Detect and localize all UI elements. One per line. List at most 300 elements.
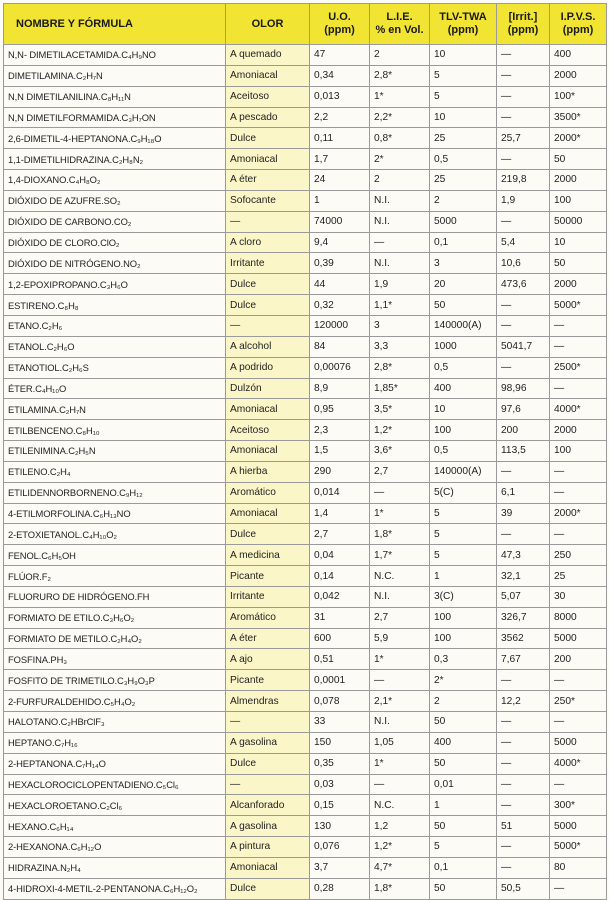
cell-olor: — (226, 774, 310, 795)
cell-olor: A hierba (226, 461, 310, 482)
cell-nombre-formula: DIÓXIDO DE NITRÓGENO.NO₂ (4, 253, 226, 274)
cell-irrit: 473,6 (497, 274, 550, 295)
cell-tlv-twa: 20 (430, 274, 497, 295)
cell-tlv-twa: 5(C) (430, 482, 497, 503)
cell-olor: Amoniacal (226, 149, 310, 170)
cell-tlv-twa: 10 (430, 399, 497, 420)
cell-uo: 0,00076 (310, 357, 370, 378)
cell-nombre-formula: ESTIRENO.C₈H₈ (4, 295, 226, 316)
cell-nombre-formula: ETILENO.C₂H₄ (4, 461, 226, 482)
document-page (3, 3, 607, 900)
cell-lie: 4,7* (370, 857, 430, 878)
cell-nombre-formula: 1,2-EPOXIPROPANO.C₃H₆O (4, 274, 226, 295)
cell-tlv-twa: 0,01 (430, 774, 497, 795)
cell-nombre-formula: DIÓXIDO DE AZUFRE.SO₂ (4, 190, 226, 211)
cell-ipvs: 4000* (550, 399, 607, 420)
cell-olor: A cloro (226, 232, 310, 253)
table-row (4, 503, 607, 524)
cell-lie: 2,8* (370, 65, 430, 86)
cell-irrit: 5,4 (497, 232, 550, 253)
cell-irrit: — (497, 524, 550, 545)
cell-uo: 120000 (310, 315, 370, 336)
table-row (4, 253, 607, 274)
cell-uo: 1,7 (310, 149, 370, 170)
table-row (4, 586, 607, 607)
cell-uo: 0,042 (310, 586, 370, 607)
cell-irrit: 10,6 (497, 253, 550, 274)
cell-olor: A alcohol (226, 336, 310, 357)
cell-olor: Dulce (226, 524, 310, 545)
cell-olor: A quemado (226, 45, 310, 66)
cell-olor: — (226, 712, 310, 733)
cell-olor: Picante (226, 566, 310, 587)
table-row (4, 461, 607, 482)
table-row (4, 607, 607, 628)
table-row (4, 399, 607, 420)
cell-tlv-twa: 0,5 (430, 149, 497, 170)
cell-irrit: 6,1 (497, 482, 550, 503)
table-row (4, 712, 607, 733)
cell-irrit: 200 (497, 420, 550, 441)
cell-olor: A pescado (226, 107, 310, 128)
cell-uo: 0,39 (310, 253, 370, 274)
header-lie: L.I.E. % en Vol. (370, 4, 430, 45)
cell-ipvs: 100 (550, 190, 607, 211)
cell-tlv-twa: 140000(A) (430, 461, 497, 482)
cell-irrit: 39 (497, 503, 550, 524)
cell-tlv-twa: 10 (430, 107, 497, 128)
table-row (4, 566, 607, 587)
cell-uo: 0,013 (310, 86, 370, 107)
cell-lie: — (370, 670, 430, 691)
table-row (4, 837, 607, 858)
table-row (4, 774, 607, 795)
cell-ipvs: 50000 (550, 211, 607, 232)
table-row (4, 816, 607, 837)
cell-ipvs: 80 (550, 857, 607, 878)
cell-irrit: — (497, 837, 550, 858)
cell-olor: Amoniacal (226, 857, 310, 878)
cell-lie: N.I. (370, 712, 430, 733)
cell-tlv-twa: 5 (430, 86, 497, 107)
cell-nombre-formula: FOSFINA.PH₃ (4, 649, 226, 670)
cell-uo: 0,11 (310, 128, 370, 149)
table-row (4, 295, 607, 316)
table-row (4, 190, 607, 211)
cell-uo: 0,014 (310, 482, 370, 503)
table-row (4, 357, 607, 378)
cell-nombre-formula: ETILIDENNORBORNENO.C₉H₁₂ (4, 482, 226, 503)
cell-lie: 1,2* (370, 420, 430, 441)
cell-uo: 290 (310, 461, 370, 482)
cell-irrit: 5041,7 (497, 336, 550, 357)
cell-nombre-formula: ÉTER.C₄H₁₀O (4, 378, 226, 399)
cell-tlv-twa: 3(C) (430, 586, 497, 607)
cell-tlv-twa: 0,3 (430, 649, 497, 670)
cell-lie: N.I. (370, 586, 430, 607)
cell-tlv-twa: 2 (430, 691, 497, 712)
cell-ipvs: — (550, 524, 607, 545)
cell-lie: 5,9 (370, 628, 430, 649)
cell-uo: 130 (310, 816, 370, 837)
cell-irrit: 326,7 (497, 607, 550, 628)
cell-uo: 1 (310, 190, 370, 211)
cell-olor: Dulce (226, 753, 310, 774)
table-row (4, 795, 607, 816)
cell-ipvs: 5000 (550, 816, 607, 837)
cell-tlv-twa: 100 (430, 628, 497, 649)
cell-tlv-twa: 0,1 (430, 232, 497, 253)
cell-tlv-twa: 1000 (430, 336, 497, 357)
header-uo: U.O. (ppm) (310, 4, 370, 45)
cell-ipvs: 5000* (550, 295, 607, 316)
cell-irrit: 113,5 (497, 441, 550, 462)
cell-olor: Amoniacal (226, 399, 310, 420)
cell-tlv-twa: 5 (430, 837, 497, 858)
cell-lie: 1,7* (370, 545, 430, 566)
cell-olor: Aromático (226, 607, 310, 628)
cell-lie: 1,05 (370, 732, 430, 753)
cell-lie: 1* (370, 753, 430, 774)
table-row (4, 232, 607, 253)
cell-ipvs: 250* (550, 691, 607, 712)
header-olor: OLOR (226, 4, 310, 45)
cell-ipvs: 100 (550, 441, 607, 462)
cell-nombre-formula: FLÚOR.F₂ (4, 566, 226, 587)
table-row (4, 482, 607, 503)
cell-ipvs: 8000 (550, 607, 607, 628)
table-body (4, 45, 607, 900)
cell-irrit: — (497, 732, 550, 753)
cell-nombre-formula: HEPTANO.C₇H₁₆ (4, 732, 226, 753)
cell-ipvs: 10 (550, 232, 607, 253)
cell-uo: 1,5 (310, 441, 370, 462)
cell-nombre-formula: 4-ETILMORFOLINA.C₆H₁₃NO (4, 503, 226, 524)
cell-nombre-formula: FORMIATO DE ETILO.C₃H₆O₂ (4, 607, 226, 628)
cell-tlv-twa: 50 (430, 878, 497, 899)
cell-tlv-twa: 50 (430, 753, 497, 774)
table-row (4, 86, 607, 107)
table-row (4, 649, 607, 670)
cell-irrit: 12,2 (497, 691, 550, 712)
cell-olor: Amoniacal (226, 503, 310, 524)
cell-ipvs: — (550, 712, 607, 733)
cell-ipvs: 2000* (550, 503, 607, 524)
cell-irrit: 97,6 (497, 399, 550, 420)
table-row (4, 65, 607, 86)
cell-nombre-formula: DIÓXIDO DE CLORO.ClO₂ (4, 232, 226, 253)
table-row (4, 274, 607, 295)
cell-ipvs: 25 (550, 566, 607, 587)
table-row (4, 670, 607, 691)
cell-ipvs: — (550, 670, 607, 691)
table-row (4, 691, 607, 712)
cell-ipvs: 2000 (550, 420, 607, 441)
cell-uo: 0,03 (310, 774, 370, 795)
cell-nombre-formula: FOSFITO DE TRIMETILO.C₃H₉O₃P (4, 670, 226, 691)
cell-tlv-twa: 5 (430, 545, 497, 566)
cell-uo: 0,95 (310, 399, 370, 420)
cell-lie: 2 (370, 45, 430, 66)
cell-lie: 1,9 (370, 274, 430, 295)
cell-tlv-twa: 140000(A) (430, 315, 497, 336)
cell-uo: 0,35 (310, 753, 370, 774)
cell-ipvs: 100* (550, 86, 607, 107)
cell-olor: A medicina (226, 545, 310, 566)
cell-lie: N.I. (370, 190, 430, 211)
cell-lie: 1,8* (370, 878, 430, 899)
cell-ipvs: 200 (550, 649, 607, 670)
cell-olor: A gasolina (226, 816, 310, 837)
cell-uo: 24 (310, 170, 370, 191)
cell-olor: Alcanforado (226, 795, 310, 816)
cell-irrit: 5,07 (497, 586, 550, 607)
cell-nombre-formula: HEXACLOROCICLOPENTADIENO.C₅Cl₆ (4, 774, 226, 795)
cell-tlv-twa: 25 (430, 128, 497, 149)
cell-olor: Aceitoso (226, 86, 310, 107)
cell-irrit: — (497, 315, 550, 336)
cell-nombre-formula: HEXACLOROETANO.C₂Cl₆ (4, 795, 226, 816)
header-tlv-twa: TLV-TWA (ppm) (430, 4, 497, 45)
cell-tlv-twa: 0,1 (430, 857, 497, 878)
cell-tlv-twa: 0,5 (430, 441, 497, 462)
cell-olor: Picante (226, 670, 310, 691)
cell-ipvs: 2000 (550, 170, 607, 191)
cell-ipvs: 50 (550, 149, 607, 170)
table-row (4, 878, 607, 899)
cell-uo: 0,32 (310, 295, 370, 316)
cell-nombre-formula: 4-HIDROXI-4-METIL-2-PENTANONA.C₆H₁₂O₂ (4, 878, 226, 899)
cell-irrit: — (497, 357, 550, 378)
cell-ipvs: 5000 (550, 732, 607, 753)
cell-nombre-formula: ETANO.C₂H₆ (4, 315, 226, 336)
cell-ipvs: 300* (550, 795, 607, 816)
cell-lie: 2,8* (370, 357, 430, 378)
cell-nombre-formula: 1,1-DIMETILHIDRAZINA.C₂H₈N₂ (4, 149, 226, 170)
cell-irrit: — (497, 461, 550, 482)
cell-uo: 0,28 (310, 878, 370, 899)
cell-uo: 1,4 (310, 503, 370, 524)
cell-uo: 2,2 (310, 107, 370, 128)
cell-tlv-twa: 50 (430, 712, 497, 733)
cell-irrit: — (497, 149, 550, 170)
cell-ipvs: 2000* (550, 128, 607, 149)
cell-lie: N.C. (370, 795, 430, 816)
cell-tlv-twa: 5 (430, 524, 497, 545)
cell-uo: 2,7 (310, 524, 370, 545)
cell-uo: 3,7 (310, 857, 370, 878)
cell-ipvs: — (550, 878, 607, 899)
cell-nombre-formula: ETILBENCENO.C₈H₁₀ (4, 420, 226, 441)
cell-irrit: 51 (497, 816, 550, 837)
table-row (4, 628, 607, 649)
cell-lie: 1* (370, 503, 430, 524)
cell-irrit: 47,3 (497, 545, 550, 566)
cell-irrit: — (497, 753, 550, 774)
table-row (4, 149, 607, 170)
cell-olor: Dulzón (226, 378, 310, 399)
cell-uo: 74000 (310, 211, 370, 232)
cell-tlv-twa: 100 (430, 420, 497, 441)
cell-tlv-twa: 5 (430, 65, 497, 86)
cell-irrit: 3562 (497, 628, 550, 649)
cell-tlv-twa: 100 (430, 607, 497, 628)
cell-nombre-formula: HEXANO.C₆H₁₄ (4, 816, 226, 837)
cell-nombre-formula: FENOL.C₆H₅OH (4, 545, 226, 566)
cell-lie: 1* (370, 86, 430, 107)
table-row (4, 170, 607, 191)
cell-olor: Sofocante (226, 190, 310, 211)
cell-uo: 0,34 (310, 65, 370, 86)
cell-ipvs: — (550, 336, 607, 357)
cell-olor: Irritante (226, 253, 310, 274)
cell-irrit: 7,67 (497, 649, 550, 670)
table-row (4, 420, 607, 441)
cell-irrit: 50,5 (497, 878, 550, 899)
cell-nombre-formula: 2-HEPTANONA.C₇H₁₄O (4, 753, 226, 774)
cell-ipvs: 2500* (550, 357, 607, 378)
cell-irrit: — (497, 857, 550, 878)
cell-irrit: 98,96 (497, 378, 550, 399)
cell-uo: 8,9 (310, 378, 370, 399)
table-row (4, 45, 607, 66)
cell-uo: 0,04 (310, 545, 370, 566)
cell-nombre-formula: ETILENIMINA.C₂H₅N (4, 441, 226, 462)
cell-tlv-twa: 2* (430, 670, 497, 691)
cell-irrit: — (497, 295, 550, 316)
table-row (4, 441, 607, 462)
cell-tlv-twa: 1 (430, 795, 497, 816)
cell-irrit: 1,9 (497, 190, 550, 211)
cell-lie: — (370, 232, 430, 253)
cell-lie: 2 (370, 170, 430, 191)
cell-lie: 3 (370, 315, 430, 336)
cell-olor: Amoniacal (226, 441, 310, 462)
cell-lie: N.I. (370, 211, 430, 232)
cell-uo: 9,4 (310, 232, 370, 253)
cell-nombre-formula: FLUORURO DE HIDRÓGENO.FH (4, 586, 226, 607)
cell-tlv-twa: 2 (430, 190, 497, 211)
cell-tlv-twa: 5000 (430, 211, 497, 232)
cell-irrit: 25,7 (497, 128, 550, 149)
cell-ipvs: 50 (550, 253, 607, 274)
table-row (4, 315, 607, 336)
cell-uo: 47 (310, 45, 370, 66)
cell-olor: A ajo (226, 649, 310, 670)
cell-uo: 0,15 (310, 795, 370, 816)
cell-irrit: — (497, 107, 550, 128)
table-row (4, 545, 607, 566)
cell-nombre-formula: N,N DIMETILANILINA.C₈H₁₁N (4, 86, 226, 107)
cell-nombre-formula: 2-HEXANONA.C₆H₁₂O (4, 837, 226, 858)
cell-tlv-twa: 400 (430, 732, 497, 753)
cell-irrit: — (497, 774, 550, 795)
table-row (4, 378, 607, 399)
cell-uo: 84 (310, 336, 370, 357)
cell-irrit: — (497, 795, 550, 816)
cell-nombre-formula: HIDRAZINA.N₂H₄ (4, 857, 226, 878)
cell-lie: 2,7 (370, 607, 430, 628)
cell-uo: 44 (310, 274, 370, 295)
cell-uo: 33 (310, 712, 370, 733)
cell-ipvs: — (550, 315, 607, 336)
cell-olor: Dulce (226, 295, 310, 316)
cell-uo: 0,076 (310, 837, 370, 858)
cell-lie: 1,8* (370, 524, 430, 545)
cell-tlv-twa: 1 (430, 566, 497, 587)
cell-ipvs: — (550, 461, 607, 482)
cell-lie: 1,1* (370, 295, 430, 316)
cell-ipvs: — (550, 482, 607, 503)
header-ipvs: I.P.V.S. (ppm) (550, 4, 607, 45)
cell-irrit: — (497, 65, 550, 86)
cell-lie: 1* (370, 649, 430, 670)
cell-nombre-formula: 2-FURFURALDEHIDO.C₅H₄O₂ (4, 691, 226, 712)
cell-irrit: — (497, 211, 550, 232)
cell-nombre-formula: 2-ETOXIETANOL.C₄H₁₀O₂ (4, 524, 226, 545)
cell-lie: 2,7 (370, 461, 430, 482)
cell-irrit: 219,8 (497, 170, 550, 191)
cell-lie: 2,1* (370, 691, 430, 712)
table-row (4, 857, 607, 878)
cell-uo: 0,078 (310, 691, 370, 712)
cell-olor: Aromático (226, 482, 310, 503)
cell-ipvs: 2000 (550, 274, 607, 295)
cell-olor: Almendras (226, 691, 310, 712)
cell-nombre-formula: DIÓXIDO DE CARBONO.CO₂ (4, 211, 226, 232)
cell-nombre-formula: 2,6-DIMETIL-4-HEPTANONA.C₉H₁₈O (4, 128, 226, 149)
cell-ipvs: 400 (550, 45, 607, 66)
cell-tlv-twa: 3 (430, 253, 497, 274)
cell-lie: 1,2* (370, 837, 430, 858)
table-row (4, 732, 607, 753)
cell-lie: — (370, 774, 430, 795)
cell-ipvs: 2000 (550, 65, 607, 86)
cell-olor: — (226, 211, 310, 232)
cell-ipvs: 250 (550, 545, 607, 566)
header-nombre-formula: NOMBRE Y FÓRMULA (4, 4, 226, 45)
cell-uo: 600 (310, 628, 370, 649)
cell-lie: 0,8* (370, 128, 430, 149)
odor-threshold-table (3, 3, 607, 900)
cell-uo: 0,0001 (310, 670, 370, 691)
cell-ipvs: 30 (550, 586, 607, 607)
cell-nombre-formula: ETANOL.C₂H₆O (4, 336, 226, 357)
cell-irrit: 32,1 (497, 566, 550, 587)
cell-irrit: — (497, 712, 550, 733)
cell-olor: — (226, 315, 310, 336)
cell-tlv-twa: 400 (430, 378, 497, 399)
cell-nombre-formula: ETILAMINA.C₂H₇N (4, 399, 226, 420)
cell-tlv-twa: 50 (430, 295, 497, 316)
cell-lie: N.C. (370, 566, 430, 587)
cell-uo: 150 (310, 732, 370, 753)
cell-nombre-formula: FORMIATO DE METILO.C₂H₄O₂ (4, 628, 226, 649)
cell-uo: 31 (310, 607, 370, 628)
cell-lie: 3,5* (370, 399, 430, 420)
cell-olor: A éter (226, 170, 310, 191)
cell-lie: 2* (370, 149, 430, 170)
table-header-row (4, 4, 607, 45)
table-row (4, 524, 607, 545)
cell-nombre-formula: N,N- DIMETILACETAMIDA.C₄H₉NO (4, 45, 226, 66)
cell-irrit: — (497, 45, 550, 66)
cell-tlv-twa: 10 (430, 45, 497, 66)
cell-nombre-formula: N,N DIMETILFORMAMIDA.C₃H₇ON (4, 107, 226, 128)
cell-tlv-twa: 5 (430, 503, 497, 524)
cell-lie: 1,2 (370, 816, 430, 837)
cell-ipvs: 3500* (550, 107, 607, 128)
